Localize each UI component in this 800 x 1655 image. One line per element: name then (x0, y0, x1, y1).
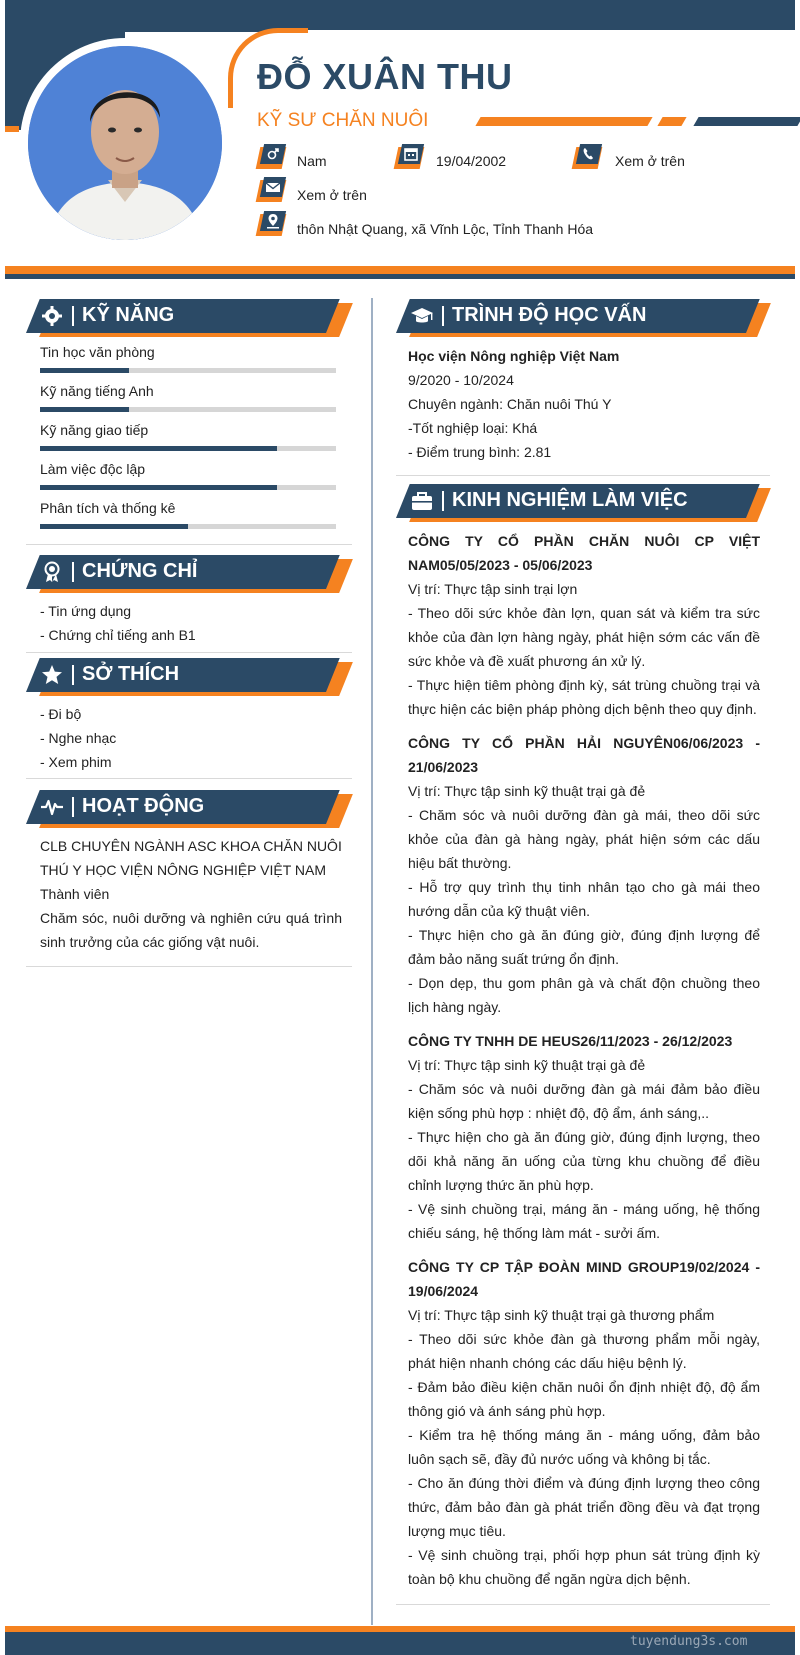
skill-label: Kỹ năng tiếng Anh (40, 383, 154, 399)
award-icon (40, 561, 64, 583)
skills-heading: KỸ NĂNG (82, 304, 175, 326)
skill-item (40, 344, 336, 383)
education-grade: -Tốt nghiệp loại: Khá (408, 420, 538, 436)
experience-section-header (396, 484, 764, 520)
skill-item (40, 500, 336, 539)
job-duty: - Cho ăn đúng thời điểm và đúng định lượng theo công thức, đảm bảo đàn gà phát triển đồng đều và đạt trọng lượng mục tiêu. (408, 1475, 760, 1539)
phone-value: Xem ở trên (615, 153, 685, 169)
skill-label: Làm việc độc lập (40, 461, 146, 477)
skill-bar (40, 407, 336, 412)
gender-value: Nam (297, 153, 327, 169)
skill-bar (40, 485, 336, 490)
job-duty: - Kiểm tra hệ thống máng ăn - máng uống, đảm bảo luôn sạch sẽ, đầy đủ nước uống và không bị tắc. (408, 1427, 760, 1467)
star-icon (40, 664, 64, 686)
job-position: Vị trí: Thực tập sinh kỹ thuật trại gà đẻ (408, 783, 646, 799)
education-gpa: - Điểm trung bình: 2.81 (408, 444, 552, 460)
activities-body (40, 834, 342, 954)
section-divider (396, 1604, 770, 1605)
section-divider (26, 544, 352, 545)
skill-item (40, 422, 336, 461)
skill-label: Kỹ năng giao tiếp (40, 422, 149, 438)
experience-list (408, 529, 760, 1591)
section-divider (26, 778, 352, 779)
job-duty: - Dọn dẹp, thu gom phân gà và chất độn chuồng theo lịch hàng ngày. (408, 975, 760, 1015)
hobbies-heading: SỞ THÍCH (82, 663, 180, 685)
job-title: CÔNG TY CP TẬP ĐOÀN MIND GROUP19/02/2024 - 19/06/2024 (408, 1259, 760, 1299)
hobby-item: - Đi bộ (40, 706, 82, 722)
job-entry (408, 529, 760, 721)
skills-section-header (26, 299, 346, 335)
skills-list (40, 344, 336, 539)
skill-bar-fill (40, 446, 277, 451)
hobbies-list (40, 702, 340, 774)
job-title: CÔNG TY CỔ PHẦN CHĂN NUÔI CP VIỆT NAM05/05/2023 - 05/06/2023 (408, 533, 760, 573)
column-divider (371, 298, 373, 1625)
person-photo-icon (28, 46, 222, 240)
job-title: CÔNG TY TNHH DE HEUS26/11/2023 - 26/12/2023 (408, 1033, 733, 1049)
section-divider (396, 475, 770, 476)
job-title: CÔNG TY CỔ PHẦN HẢI NGUYÊN06/06/2023 - 21/06/2023 (408, 735, 760, 775)
job-position: Vị trí: Thực tập sinh trại lợn (408, 581, 578, 597)
section-divider (26, 966, 352, 967)
activity-role: Thành viên (40, 886, 110, 902)
certificate-item: - Tin ứng dụng (40, 603, 132, 619)
skill-item (40, 461, 336, 500)
certificates-list (40, 599, 340, 647)
hobbies-section-header (26, 658, 346, 694)
section-divider (26, 652, 352, 653)
skill-bar (40, 368, 336, 373)
candidate-name: ĐỖ XUÂN THU (257, 56, 513, 97)
calendar-icon (396, 144, 422, 166)
skill-label: Tin học văn phòng (40, 344, 155, 360)
job-duty: - Theo dõi sức khỏe đàn lợn, quan sát và kiểm tra sức khỏe của đàn lợn hàng ngày, phát hiện sớm các vấn đề sức khỏe và đề xuất phương án xử lý. (408, 605, 760, 669)
job-duty: - Thực hiện cho gà ăn đúng giờ, đúng định lượng để đảm bảo năng suất trứng ổn định. (408, 927, 760, 967)
birthdate-value: 19/04/2002 (436, 153, 507, 169)
skill-bar (40, 446, 336, 451)
education-section-header (396, 299, 764, 335)
email-value: Xem ở trên (297, 187, 367, 203)
email-icon (258, 177, 284, 199)
avatar (28, 46, 222, 240)
job-duty: - Vệ sinh chuồng trại, phối hợp phun sát trùng định kỳ toàn bộ khu chuồng để ngăn ngừa dịch bệnh. (408, 1547, 760, 1587)
job-entry (408, 1029, 760, 1245)
certificates-heading: CHỨNG CHỈ (82, 560, 198, 582)
skill-label: Phân tích và thống kê (40, 500, 176, 516)
briefcase-icon (410, 490, 434, 512)
phone-icon (574, 144, 600, 166)
activity-description: Chăm sóc, nuôi dưỡng và nghiên cứu quá trình sinh trưởng của các giống vật nuôi. (40, 910, 342, 950)
title-accent-bar (693, 117, 800, 126)
location-icon (258, 211, 284, 233)
watermark: tuyendung3s.com (630, 1634, 748, 1649)
activities-section-header (26, 790, 346, 826)
skill-bar (40, 524, 336, 529)
education-major: Chuyên ngành: Chăn nuôi Thú Y (408, 396, 612, 412)
school-name: Học viện Nông nghiệp Việt Nam (408, 348, 620, 364)
skill-bar-fill (40, 485, 277, 490)
skill-bar-fill (40, 524, 188, 529)
job-entry (408, 1255, 760, 1591)
hobby-item: - Nghe nhạc (40, 730, 117, 746)
pulse-icon (40, 796, 64, 818)
job-duty: - Theo dõi sức khỏe đàn gà thương phẩm mỗi ngày, phát hiện nhanh chóng các dấu hiệu bệnh lý. (408, 1331, 760, 1371)
header-divider (5, 274, 795, 279)
skill-bar-fill (40, 407, 129, 412)
education-body (408, 344, 760, 464)
education-heading: TRÌNH ĐỘ HỌC VẤN (452, 304, 647, 326)
graduation-cap-icon (410, 305, 434, 327)
candidate-title: KỸ SƯ CHĂN NUÔI (257, 110, 429, 131)
job-duty: - Thực hiện cho gà ăn đúng giờ, đúng định lượng, theo dõi khả năng ăn uống của từng khu chuồng để điều chỉnh lượng thức ăn phù hợp. (408, 1129, 760, 1193)
job-duty: - Thực hiện tiêm phòng định kỳ, sát trùng chuồng trại và thực hiện các biện pháp phòng dịch bệnh theo quy định. (408, 677, 760, 717)
activity-organization: CLB CHUYÊN NGÀNH ASC KHOA CHĂN NUÔI THÚ Y HỌC VIỆN NÔNG NGHIỆP VIỆT NAM (40, 838, 342, 878)
job-duty: - Đảm bảo điều kiện chăn nuôi ổn định nhiệt độ, độ ẩm thông gió và ánh sáng phù hợp. (408, 1379, 760, 1419)
job-position: Vị trí: Thực tập sinh kỹ thuật trại gà đẻ (408, 1057, 646, 1073)
experience-heading: KINH NGHIỆM LÀM VIỆC (452, 489, 688, 511)
skill-item (40, 383, 336, 422)
certificates-section-header (26, 555, 346, 591)
activities-heading: HOẠT ĐỘNG (82, 795, 205, 817)
hobby-item: - Xem phim (40, 754, 112, 770)
job-duty: - Hỗ trợ quy trình thụ tinh nhân tạo cho gà mái theo hướng dẫn của kỹ thuật viên. (408, 879, 760, 919)
education-period: 9/2020 - 10/2024 (408, 372, 514, 388)
header-divider (5, 266, 795, 274)
job-entry (408, 731, 760, 1019)
header-accent (5, 126, 19, 132)
title-accent-bar (475, 117, 652, 126)
gear-icon (40, 305, 64, 327)
job-duty: - Vệ sinh chuồng trại, máng ăn - máng uống, hệ thống chiếu sáng, hệ thống làm mát - sưởi ấm. (408, 1201, 760, 1241)
address-value: thôn Nhật Quang, xã Vĩnh Lộc, Tỉnh Thanh Hóa (297, 221, 594, 237)
job-duty: - Chăm sóc và nuôi dưỡng đàn gà mái đảm bảo điều kiện sống phù hợp : nhiệt độ, độ ẩm, ánh sáng,.. (408, 1081, 760, 1121)
job-position: Vị trí: Thực tập sinh kỹ thuật trại gà thương phẩm (408, 1307, 715, 1323)
skill-bar-fill (40, 368, 129, 373)
certificate-item: - Chứng chỉ tiếng anh B1 (40, 627, 196, 643)
gender-icon (258, 144, 284, 166)
job-duty: - Chăm sóc và nuôi dưỡng đàn gà mái, theo dõi sức khỏe của đàn gà hàng ngày, phát hiện sớm các dấu hiệu bất thường. (408, 807, 760, 871)
